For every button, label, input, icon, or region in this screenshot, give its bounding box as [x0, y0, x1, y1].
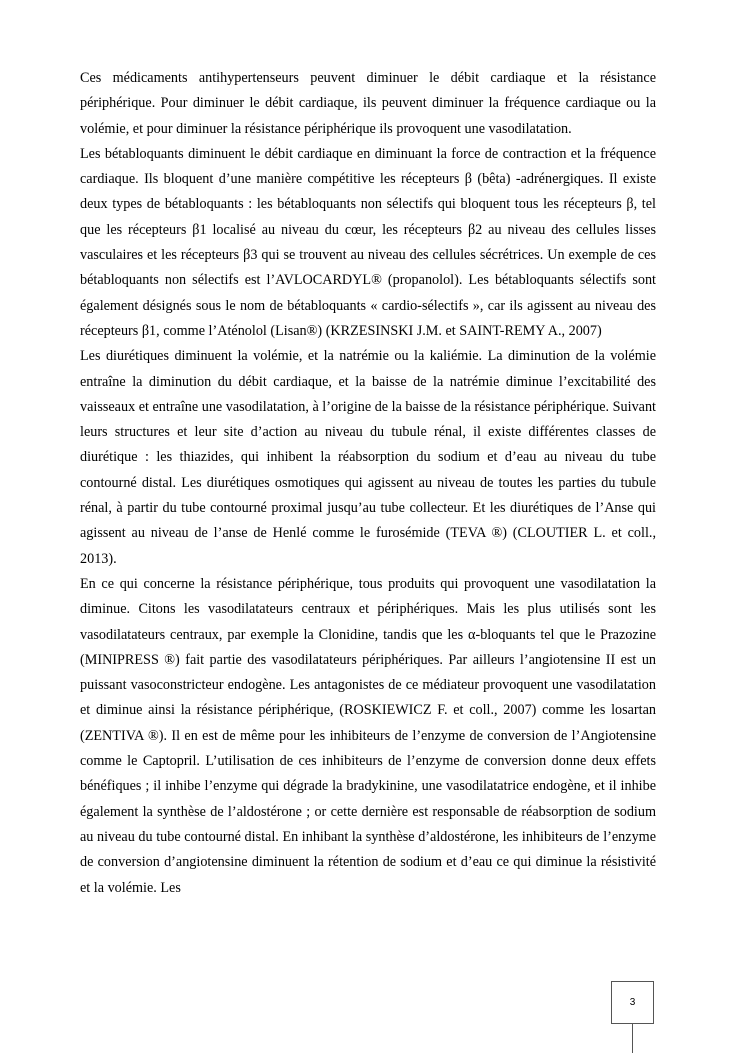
page-number-box	[611, 981, 654, 1024]
page-number-divider	[632, 1024, 633, 1053]
page-number: 3	[629, 997, 636, 1008]
paragraph-beta-blockers: Les bétabloquants diminuent le débit cardiaque en diminuant la force de contraction et la fréquence cardiaque. Ils bloquent d’une manière compétitive les récepteurs β (bêta) -adrénergiques. Il existe deux types de bétabloquants : les bétabloquants non sélectifs qui bloquent tous les récepteurs β, tel que les récepteurs β1 localisé au niveau du cœur, les récepteurs β2 au niveau des cellules lisses vasculaires et les récepteurs β3 qui se trouvent au niveau des cellules sécrétrices. Un exemple de ces bétabloquants non sélectifs est l’AVLOCARDYL® (propanolol). Les bétabloquants sélectifs sont également désignés sous le nom de bétabloquants « cardio-sélectifs », car ils agissent au niveau des récepteurs β1, comme l’Aténolol (Lisan®) (KRZESINSKI J.M. et SAINT-REMY A., 2007)	[80, 145, 656, 339]
paragraph-peripheral-resistance: En ce qui concerne la résistance périphérique, tous produits qui provoquent une vasodilatation la diminue. Citons les vasodilatateurs centraux et périphériques. Mais les plus utilisés sont les vasodilatateurs centraux, par exemple la Clonidine, tandis que les α-bloquants tel que le Prazozine (MINIPRESS ®) fait partie des vasodilatateurs périphériques. Par ailleurs l’angiotensine II est un puissant vasoconstricteur endogène. Les antagonistes de ce médiateur provoquent une vasodilatation et diminue ainsi la résistance périphérique, (ROSKIEWICZ F. et coll., 2007) comme les losartan (ZENTIVA ®). Il en est de même pour les inhibiteurs de l’enzyme de conversion de l’Angiotensine comme le Captopril. L’utilisation de ces inhibiteurs de l’enzyme de conversion donne deux effets bénéfiques ; il inhibe l’enzyme qui dégrade la bradykinine, une vasodilatatrice endogène, et il inhibe également la synthèse de l’aldostérone ; or cette dernière est responsable de réabsorption de sodium au niveau du tube contourné distal. En inhibant la synthèse d’aldostérone, les inhibiteurs de l’enzyme de conversion d’angiotensine diminuent la rétention de sodium et d’eau ce qui diminue la résistivité et la volémie. Les	[80, 575, 656, 896]
paragraph-antihypertensive-intro: Ces médicaments antihypertenseurs peuvent diminuer le débit cardiaque et la résistance périphérique. Pour diminuer le débit cardiaque, ils peuvent diminuer la fréquence cardiaque ou la volémie, et pour diminuer la résistance périphérique ils provoquent une vasodilatation.	[80, 70, 656, 137]
page-body	[80, 66, 656, 901]
paragraph-diuretics: Les diurétiques diminuent la volémie, et la natrémie ou la kaliémie. La diminution de la volémie entraîne la diminution du débit cardiaque, et la baisse de la natrémie diminue l’excitabilité des vaisseaux et entraîne une vasodilatation, à l’origine de la baisse de la résistance périphérique. Suivant leurs structures et leur site d’action au niveau du tubule rénal, il existe différentes classes de diurétique : les thiazides, qui inhibent la réabsorption du sodium et d’eau au niveau du tube contourné distal. Les diurétiques osmotiques qui agissent au niveau de toutes les parties du tubule rénal, à partir du tube contourné proximal jusqu’au tube collecteur. Et les diurétiques de l’Anse qui agissent au niveau de l’anse de Henlé comme le furosémide (TEVA ®) (CLOUTIER L. et coll., 2013).	[80, 348, 656, 567]
